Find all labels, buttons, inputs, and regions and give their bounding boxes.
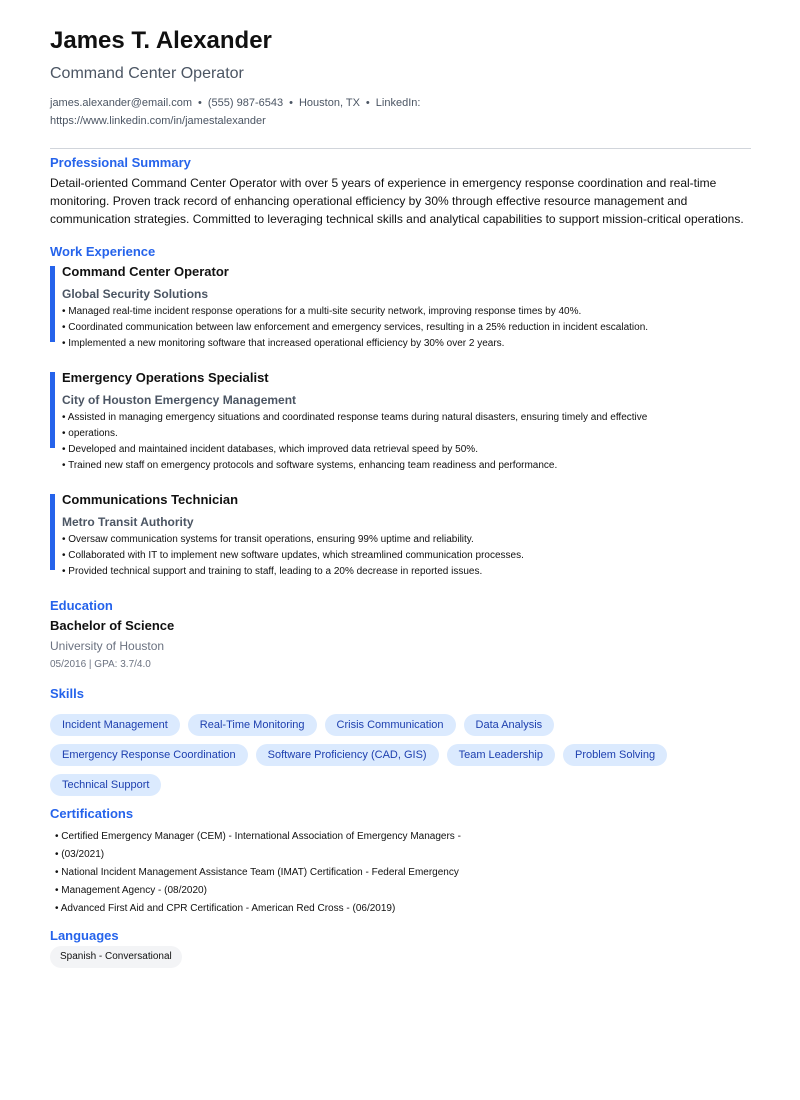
job-entry [50, 264, 751, 352]
linkedin-link[interactable]: https://www.linkedin.com/in/jamestalexander [50, 115, 266, 127]
education-date-gpa: 05/2016 | GPA: 3.7/4.0 [50, 659, 151, 670]
job-bullet: • operations. [62, 428, 118, 439]
education-section [50, 598, 751, 672]
job-bullet: • Collaborated with IT to implement new software updates, which streamlined communication processes. [62, 550, 524, 561]
education-degree: Bachelor of Science [50, 618, 175, 633]
certification-item: • Management Agency - (08/2020) [55, 885, 207, 896]
job-accent-bar [50, 494, 55, 570]
education-school: University of Houston [50, 639, 165, 653]
skill-chip: Crisis Communication [325, 714, 456, 736]
section-heading: Professional Summary [50, 155, 191, 170]
separator: • [198, 97, 202, 109]
job-company: Global Security Solutions [62, 287, 209, 301]
skills-section [50, 686, 751, 796]
job-company: City of Houston Emergency Management [62, 393, 297, 407]
skill-chip: Real-Time Monitoring [188, 714, 317, 736]
resume [50, 26, 751, 968]
experience-section [50, 244, 751, 580]
job-entry [50, 370, 751, 474]
candidate-name: James T. Alexander [50, 27, 272, 54]
certification-item: • Certified Emergency Manager (CEM) - International Association of Emergency Managers - [55, 831, 461, 842]
resume-header [50, 26, 751, 149]
separator: • [365, 97, 370, 109]
section-heading: Languages [50, 928, 119, 943]
certification-item: • National Incident Management Assistance Team (IMAT) Certification - Federal Emergency [55, 867, 459, 878]
skills-chips [50, 714, 751, 796]
certifications-section [50, 806, 751, 918]
skill-chip: Incident Management [50, 714, 180, 736]
skill-chip: Problem Solving [563, 744, 667, 766]
job-accent-bar [50, 372, 55, 448]
job-bullet: • Assisted in managing emergency situations and coordinated response teams during natural disasters, ensuring timely and effective [62, 412, 648, 423]
summary-text: Detail-oriented Command Center Operator with over 5 years of experience in emergency response coordination and real-time monitoring. Proven track record of enhancing operational efficiency by 30% through effective resource management and communication strategies. Committed to leveraging technical skills and analytical capabilities to support mission-critical operations. [50, 176, 744, 226]
header-divider [50, 148, 751, 149]
skill-chip: Team Leadership [447, 744, 555, 766]
language-chip: Spanish - Conversational [50, 946, 182, 968]
languages-section [50, 928, 751, 968]
section-heading: Education [50, 598, 113, 613]
email-link[interactable]: james.alexander@email.com [50, 97, 193, 109]
job-bullets [62, 410, 751, 474]
phone-number: (555) 987-6543 [207, 97, 284, 109]
job-title: Emergency Operations Specialist [62, 370, 269, 385]
section-heading: Work Experience [50, 244, 156, 259]
certification-item: • (03/2021) [55, 849, 105, 860]
certification-item: • Advanced First Aid and CPR Certification - American Red Cross - (06/2019) [55, 903, 396, 914]
section-heading: Certifications [50, 806, 134, 821]
job-bullet: • Trained new staff on emergency protocols and software systems, enhancing team readiness and performance. [62, 460, 558, 471]
candidate-title: Command Center Operator [50, 65, 244, 82]
job-bullets [62, 304, 751, 352]
job-bullet: • Coordinated communication between law enforcement and emergency services, resulting in a 25% reduction in incident escalation. [62, 322, 649, 333]
job-company: Metro Transit Authority [62, 515, 194, 529]
skill-chip: Emergency Response Coordination [50, 744, 248, 766]
location: Houston, TX [298, 97, 360, 109]
contact-info [50, 94, 430, 130]
job-accent-bar [50, 266, 55, 342]
summary-section [50, 155, 751, 228]
job-bullet: • Implemented a new monitoring software that increased operational efficiency by 30% over 2 years. [62, 338, 505, 349]
skill-chip: Software Proficiency (CAD, GIS) [256, 744, 439, 766]
separator: • [289, 97, 293, 109]
job-title: Command Center Operator [62, 264, 229, 279]
job-bullet: • Provided technical support and training to staff, leading to a 20% decrease in reported issues. [62, 566, 483, 577]
skill-chip: Technical Support [50, 774, 161, 796]
certifications-list [50, 828, 751, 918]
skill-chip: Data Analysis [464, 714, 555, 736]
job-bullet: • Oversaw communication systems for transit operations, ensuring 99% uptime and reliability. [62, 534, 474, 545]
job-bullet: • Managed real-time incident response operations for a multi-site security network, improving response times by 40%. [62, 306, 582, 317]
linkedin-label: LinkedIn: [375, 97, 421, 109]
job-title: Communications Technician [62, 492, 239, 507]
job-bullet: • Developed and maintained incident databases, which improved data retrieval speed by 50%. [62, 444, 478, 455]
job-entry [50, 492, 751, 580]
section-heading: Skills [50, 686, 84, 701]
job-bullets [62, 532, 751, 580]
